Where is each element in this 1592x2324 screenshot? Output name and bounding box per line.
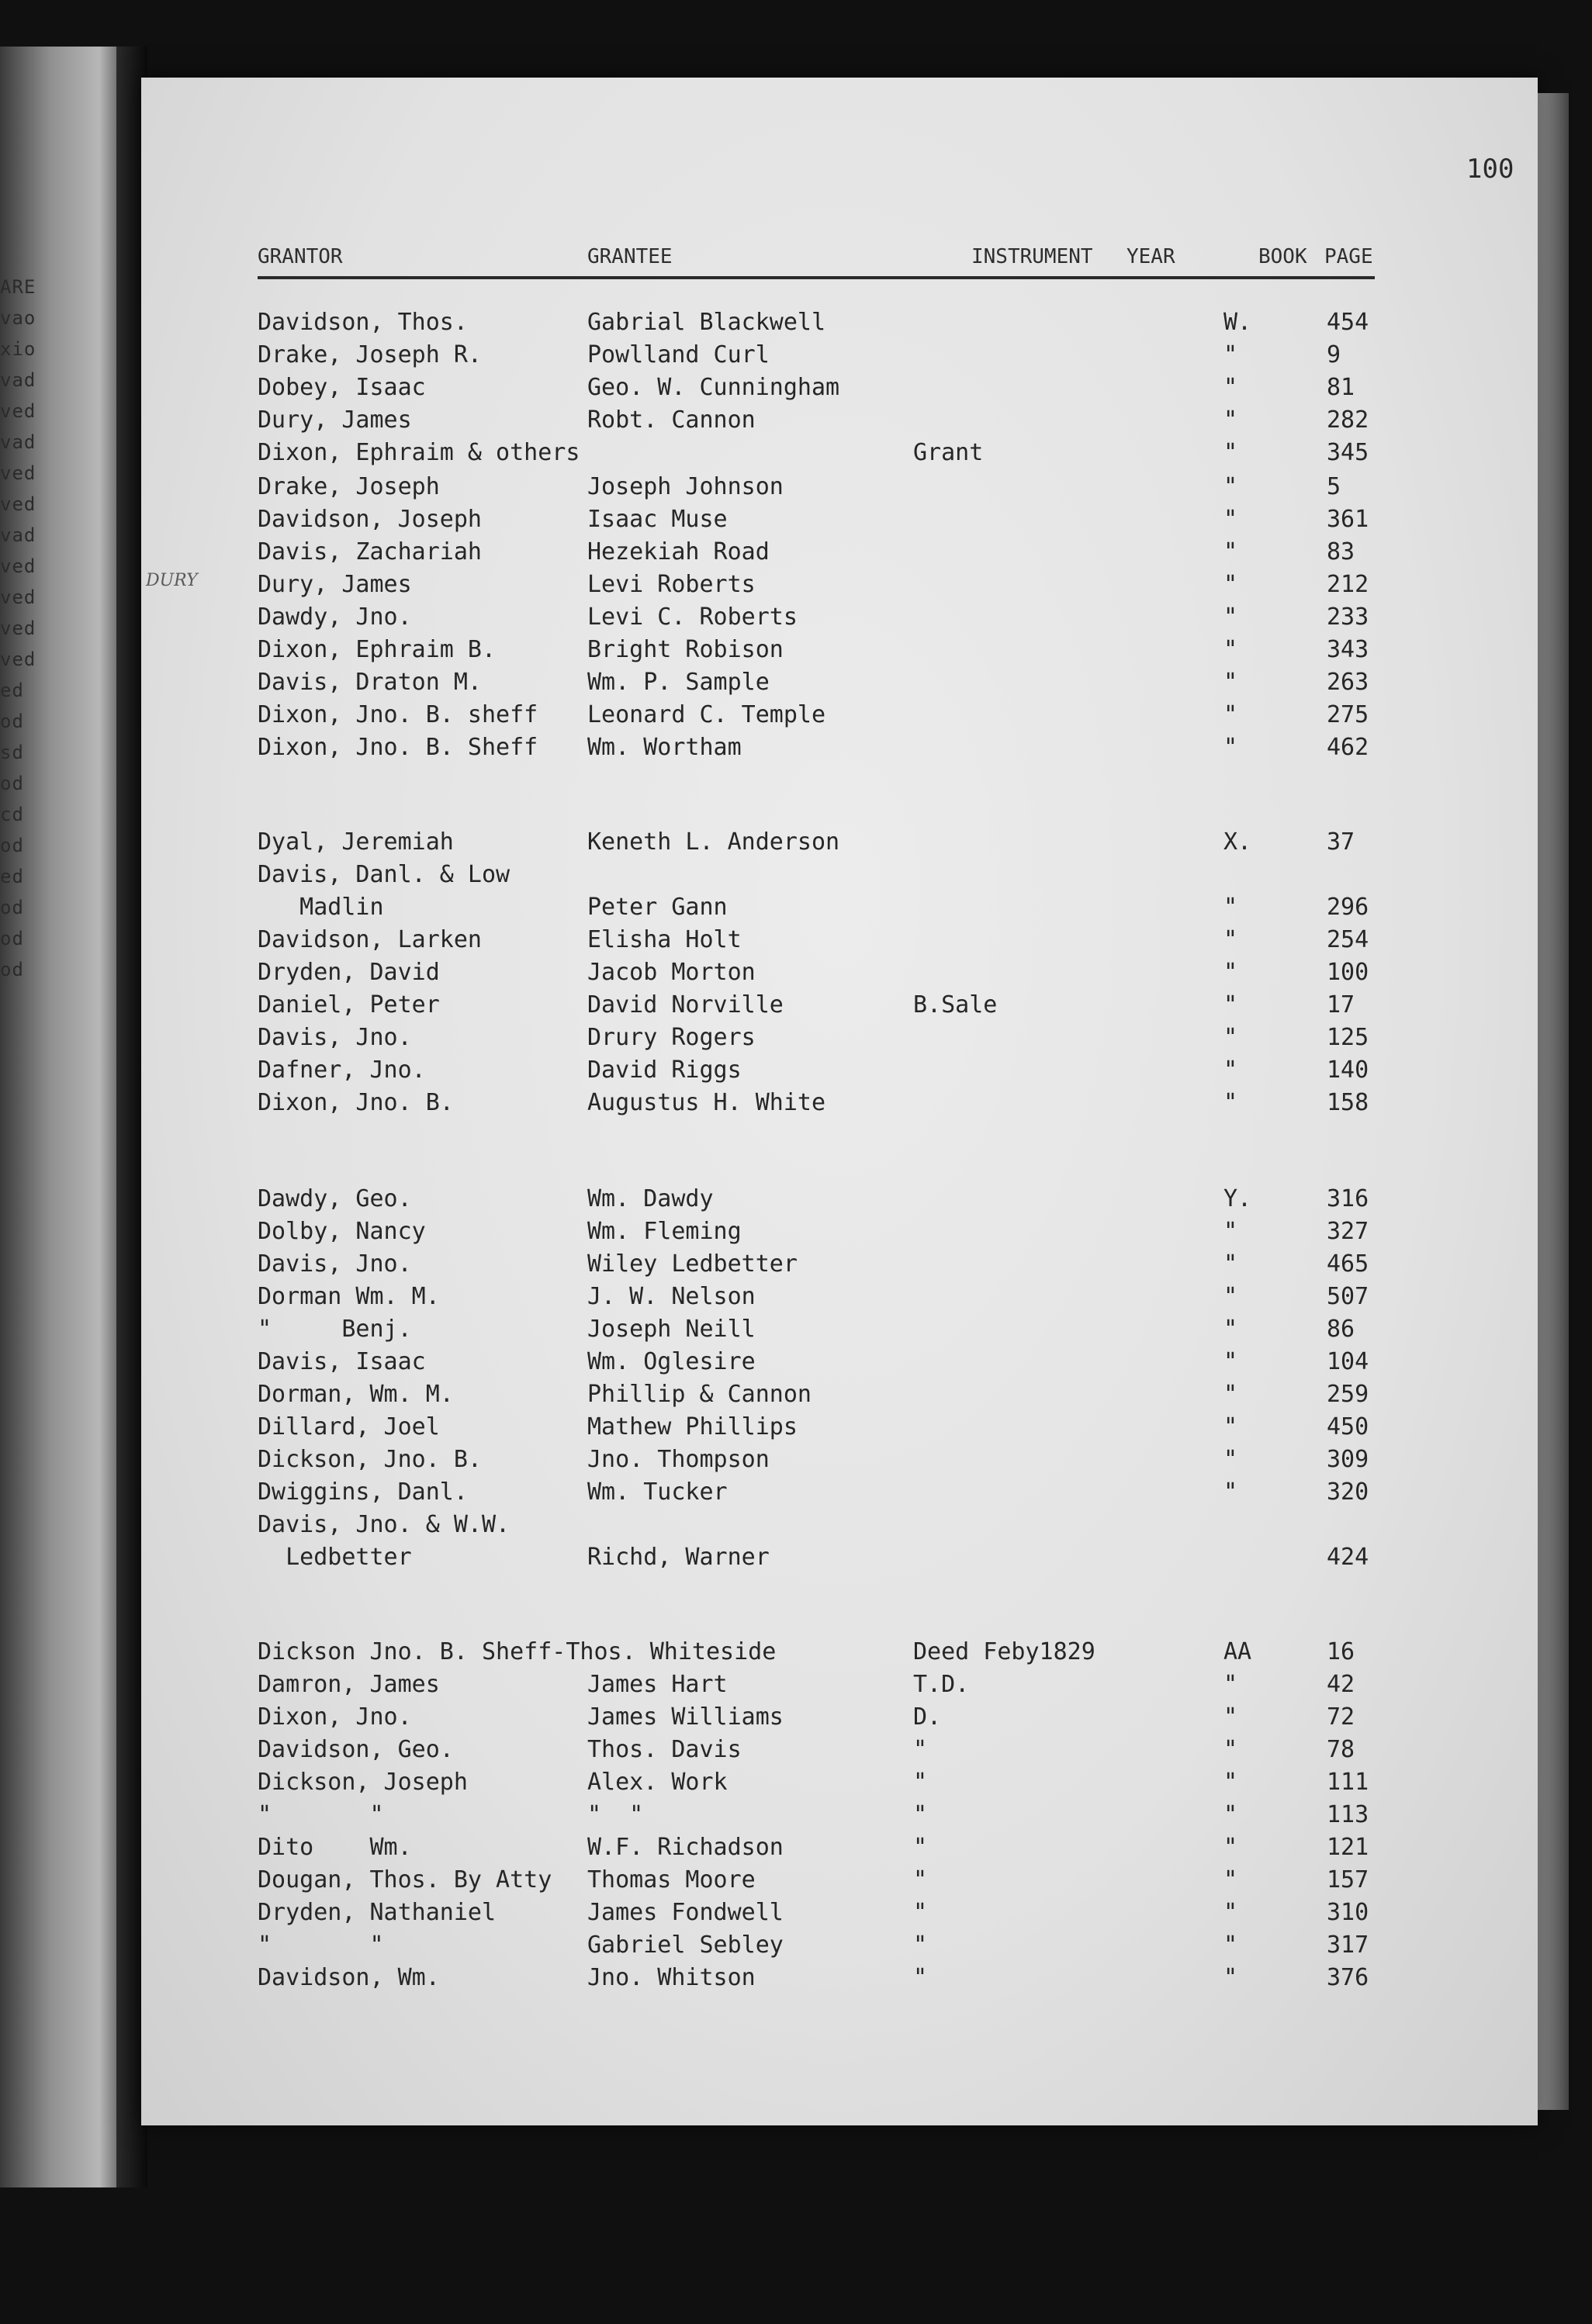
cell-page: 17 — [1327, 991, 1355, 1018]
left-page-mark: od — [0, 773, 24, 794]
left-page-mark: ved — [0, 586, 36, 608]
cell-grantor: Dury, James — [258, 571, 412, 598]
cell-page: 343 — [1327, 636, 1369, 663]
ledger-row — [258, 1089, 1390, 1122]
left-page-marks — [0, 271, 54, 985]
cell-page: 327 — [1327, 1218, 1369, 1245]
left-page-mark: cd — [0, 804, 24, 825]
cell-grantee: Wm. Oglesire — [587, 1348, 756, 1375]
cell-grantor: " " — [258, 1801, 384, 1828]
ledger-row — [258, 603, 1390, 636]
cell-book: " — [1223, 734, 1238, 761]
cell-page: 454 — [1327, 309, 1369, 336]
cell-instrument: " — [913, 1866, 928, 1893]
cell-grantor: Dafner, Jno. — [258, 1057, 426, 1084]
cell-grantor: Dixon, Jno. B. — [258, 1089, 454, 1116]
cell-grantee: Levi C. Roberts — [587, 603, 798, 631]
cell-instrument: " — [913, 1931, 928, 1959]
left-page-mark: vad — [0, 524, 36, 546]
cell-grantee: W.F. Richadson — [587, 1834, 784, 1861]
cell-page: 42 — [1327, 1671, 1355, 1698]
left-page-mark: od — [0, 897, 24, 918]
ledger-row — [258, 1316, 1390, 1348]
ledger-row — [258, 341, 1390, 374]
cell-instrument: " — [913, 1801, 928, 1828]
cell-page: 125 — [1327, 1024, 1369, 1051]
cell-grantor: Dwiggins, Danl. — [258, 1478, 468, 1506]
cell-grantor: Davis, Jno. & W.W. — [258, 1511, 510, 1538]
cell-instrument: Grant — [913, 439, 984, 466]
header-instrument: INSTRUMENT — [971, 245, 1093, 268]
ledger-row — [258, 309, 1390, 341]
cell-page: 5 — [1327, 473, 1341, 500]
ledger-row — [258, 828, 1390, 861]
cell-page: 450 — [1327, 1413, 1369, 1440]
ledger-row — [258, 636, 1390, 669]
cell-grantee: Jno. Whitson — [587, 1964, 756, 1991]
ledger-row — [258, 1478, 1390, 1511]
ledger-row — [258, 1057, 1390, 1089]
cell-page: 465 — [1327, 1250, 1369, 1278]
cell-page: 317 — [1327, 1931, 1369, 1959]
cell-grantee: Jno. Thompson — [587, 1446, 770, 1473]
ledger-row — [258, 1381, 1390, 1413]
cell-grantee: David Riggs — [587, 1057, 742, 1084]
cell-page: 81 — [1327, 374, 1355, 401]
cell-grantor: Dury, James — [258, 406, 412, 434]
cell-grantee: Augustus H. White — [587, 1089, 826, 1116]
cell-grantee: Levi Roberts — [587, 571, 756, 598]
cell-grantor: Dixon, Jno. B. sheff — [258, 701, 538, 728]
cell-instrument: " — [913, 1834, 928, 1861]
left-page-mark: od — [0, 928, 24, 949]
cell-book: " — [1223, 406, 1238, 434]
ledger-row — [258, 669, 1390, 701]
cell-book: " — [1223, 1736, 1238, 1763]
column-header-row — [258, 242, 1375, 279]
left-page-mark: od — [0, 835, 24, 856]
cell-page: 424 — [1327, 1544, 1369, 1571]
ledger-row — [258, 701, 1390, 734]
cell-page: 86 — [1327, 1316, 1355, 1343]
cell-book: " — [1223, 538, 1238, 565]
ledger-row — [258, 1544, 1390, 1576]
cell-grantee: James Hart — [587, 1671, 728, 1698]
left-page-mark: ved — [0, 462, 36, 484]
cell-grantor: Dickson, Jno. B. — [258, 1446, 482, 1473]
ledger-row — [258, 1671, 1390, 1703]
cell-grantor: " " — [258, 1931, 384, 1959]
cell-instrument: D. — [913, 1703, 942, 1731]
cell-grantor: Davidson, Larken — [258, 926, 482, 953]
left-page-edge — [0, 47, 124, 2187]
cell-book: X. — [1223, 828, 1252, 856]
cell-page: 254 — [1327, 926, 1369, 953]
cell-grantee: David Norville — [587, 991, 784, 1018]
header-year: YEAR — [1127, 245, 1175, 268]
cell-grantee: Mathew Phillips — [587, 1413, 798, 1440]
cell-grantee: Wm. P. Sample — [587, 669, 770, 696]
cell-grantor: Dorman, Wm. M. — [258, 1381, 454, 1408]
ledger-row — [258, 1250, 1390, 1283]
cell-grantor: Dito Wm. — [258, 1834, 412, 1861]
cell-grantor: Dickson, Joseph — [258, 1769, 468, 1796]
ledger-row — [258, 926, 1390, 959]
ledger-row — [258, 1866, 1390, 1899]
cell-grantee: " " — [587, 1801, 644, 1828]
cell-grantor: " Benj. — [258, 1316, 412, 1343]
ledger-row — [258, 894, 1390, 926]
left-page-mark: ved — [0, 648, 36, 670]
cell-page: 361 — [1327, 506, 1369, 533]
ledger-row — [258, 1511, 1390, 1544]
cell-instrument: B.Sale — [913, 991, 998, 1018]
ledger-row — [258, 374, 1390, 406]
cell-page: 233 — [1327, 603, 1369, 631]
cell-book: " — [1223, 1089, 1238, 1116]
cell-book: " — [1223, 506, 1238, 533]
header-grantee: GRANTEE — [587, 245, 673, 268]
ledger-row — [258, 1801, 1390, 1834]
left-page-mark: ved — [0, 493, 36, 515]
ledger-row — [258, 1931, 1390, 1964]
ledger-row — [258, 1769, 1390, 1801]
cell-grantor: Dryden, David — [258, 959, 440, 986]
cell-grantor: Dixon, Ephraim B. — [258, 636, 497, 663]
left-page-mark: od — [0, 711, 24, 732]
cell-grantee: Wm. Tucker — [587, 1478, 728, 1506]
cell-grantee: Joseph Neill — [587, 1316, 756, 1343]
header-page: PAGE — [1324, 245, 1373, 268]
cell-instrument: " — [913, 1899, 928, 1926]
left-page-mark: ed — [0, 866, 24, 887]
cell-book: W. — [1223, 309, 1252, 336]
ledger-row — [258, 1964, 1390, 1997]
cell-book: " — [1223, 636, 1238, 663]
cell-grantor: Dawdy, Jno. — [258, 603, 412, 631]
cell-book: " — [1223, 1057, 1238, 1084]
cell-grantee: Thomas Moore — [587, 1866, 756, 1893]
cell-book: " — [1223, 991, 1238, 1018]
cell-book: " — [1223, 1446, 1238, 1473]
cell-grantee: Elisha Holt — [587, 926, 742, 953]
ledger-row — [258, 1283, 1390, 1316]
cell-page: 104 — [1327, 1348, 1369, 1375]
left-page-mark: xio — [0, 338, 36, 360]
cell-grantor: Dryden, Nathaniel — [258, 1899, 497, 1926]
cell-grantor: Davis, Jno. — [258, 1250, 412, 1278]
cell-book: " — [1223, 571, 1238, 598]
cell-grantor: Dolby, Nancy — [258, 1218, 426, 1245]
cell-page: 320 — [1327, 1478, 1369, 1506]
cell-book: " — [1223, 1769, 1238, 1796]
cell-grantor: Davis, Zachariah — [258, 538, 482, 565]
cell-grantor: Davis, Jno. — [258, 1024, 412, 1051]
cell-page: 158 — [1327, 1089, 1369, 1116]
cell-grantee: Joseph Johnson — [587, 473, 784, 500]
cell-book: " — [1223, 1283, 1238, 1310]
cell-grantee: James Fondwell — [587, 1899, 784, 1926]
cell-page: 309 — [1327, 1446, 1369, 1473]
cell-book: " — [1223, 341, 1238, 368]
cell-book: " — [1223, 1899, 1238, 1926]
cell-grantee: Drury Rogers — [587, 1024, 756, 1051]
cell-book: " — [1223, 1024, 1238, 1051]
left-page-mark: od — [0, 959, 24, 980]
cell-grantee: Robt. Cannon — [587, 406, 756, 434]
cell-page: 296 — [1327, 894, 1369, 921]
cell-page: 16 — [1327, 1638, 1355, 1665]
cell-grantor: Drake, Joseph — [258, 473, 440, 500]
cell-book: " — [1223, 1478, 1238, 1506]
cell-book: " — [1223, 1964, 1238, 1991]
ledger-row — [258, 1703, 1390, 1736]
cell-grantee: Wm. Wortham — [587, 734, 742, 761]
cell-page: 37 — [1327, 828, 1355, 856]
cell-grantee: Peter Gann — [587, 894, 728, 921]
cell-grantor: Dorman Wm. M. — [258, 1283, 440, 1310]
cell-page: 121 — [1327, 1834, 1369, 1861]
cell-page: 113 — [1327, 1801, 1369, 1828]
cell-book: " — [1223, 701, 1238, 728]
cell-book: " — [1223, 473, 1238, 500]
cell-page: 212 — [1327, 571, 1369, 598]
cell-grantee: Gabrial Blackwell — [587, 309, 826, 336]
cell-grantee: Phillip & Cannon — [587, 1381, 812, 1408]
cell-grantor: Davidson, Wm. — [258, 1964, 440, 1991]
ledger-row — [258, 1348, 1390, 1381]
cell-grantee: Powlland Curl — [587, 341, 770, 368]
cell-page: 275 — [1327, 701, 1369, 728]
cell-grantee: Wm. Fleming — [587, 1218, 742, 1245]
ledger-row — [258, 1024, 1390, 1057]
cell-grantor: Dyal, Jeremiah — [258, 828, 454, 856]
ledger-row — [258, 1413, 1390, 1446]
cell-page: 83 — [1327, 538, 1355, 565]
cell-grantor: Ledbetter — [258, 1544, 412, 1571]
cell-page: 140 — [1327, 1057, 1369, 1084]
ledger-row — [258, 991, 1390, 1024]
left-page-mark: vad — [0, 431, 36, 453]
ledger-row — [258, 1185, 1390, 1218]
cell-instrument: " — [913, 1964, 928, 1991]
cell-page: 9 — [1327, 341, 1341, 368]
cell-grantor: Dixon, Jno. B. Sheff — [258, 734, 538, 761]
cell-grantor: Davidson, Thos. — [258, 309, 468, 336]
left-page-mark: vao — [0, 307, 36, 329]
cell-grantee: Alex. Work — [587, 1769, 728, 1796]
cell-page: 316 — [1327, 1185, 1369, 1212]
cell-page: 282 — [1327, 406, 1369, 434]
cell-book: " — [1223, 669, 1238, 696]
ledger-row — [258, 571, 1390, 603]
cell-grantee: Richd, Warner — [587, 1544, 770, 1571]
left-page-mark: ved — [0, 555, 36, 577]
cell-page: 78 — [1327, 1736, 1355, 1763]
left-page-mark: sd — [0, 742, 24, 763]
ledger-page — [141, 78, 1538, 2125]
header-grantor: GRANTOR — [258, 245, 343, 268]
cell-grantor: Davidson, Joseph — [258, 506, 482, 533]
cell-book: " — [1223, 1801, 1238, 1828]
cell-book: " — [1223, 439, 1238, 466]
left-page-mark: vad — [0, 369, 36, 391]
left-page-mark: ed — [0, 680, 24, 701]
cell-grantee: Gabriel Sebley — [587, 1931, 784, 1959]
ledger-row — [258, 506, 1390, 538]
cell-book: " — [1223, 1834, 1238, 1861]
cell-book: AA — [1223, 1638, 1252, 1665]
ledger-row — [258, 959, 1390, 991]
cell-book: " — [1223, 926, 1238, 953]
cell-grantee: Geo. W. Cunningham — [587, 374, 840, 401]
page-number: 100 — [1466, 154, 1514, 185]
cell-book: Y. — [1223, 1185, 1252, 1212]
cell-book: " — [1223, 603, 1238, 631]
cell-instrument: " — [913, 1736, 928, 1763]
cell-book: " — [1223, 959, 1238, 986]
left-page-mark: ved — [0, 617, 36, 639]
cell-book: " — [1223, 1381, 1238, 1408]
cell-grantee: Leonard C. Temple — [587, 701, 826, 728]
cell-book: " — [1223, 1671, 1238, 1698]
ledger-row — [258, 1638, 1390, 1671]
cell-grantee: Thos. Davis — [587, 1736, 742, 1763]
cell-instrument: " — [913, 1769, 928, 1796]
cell-grantee: James Williams — [587, 1703, 784, 1731]
cell-page: 263 — [1327, 669, 1369, 696]
left-page-mark: ARE — [0, 276, 36, 298]
cell-page: 462 — [1327, 734, 1369, 761]
cell-grantor: Drake, Joseph R. — [258, 341, 482, 368]
ledger-row — [258, 1834, 1390, 1866]
ledger-row — [258, 1736, 1390, 1769]
cell-book: " — [1223, 1250, 1238, 1278]
cell-grantor: Dixon, Jno. — [258, 1703, 412, 1731]
cell-grantor: Davidson, Geo. — [258, 1736, 454, 1763]
ledger-row — [258, 861, 1390, 894]
cell-book: " — [1223, 1703, 1238, 1731]
cell-book: " — [1223, 1931, 1238, 1959]
cell-grantor: Dillard, Joel — [258, 1413, 440, 1440]
header-book: BOOK — [1258, 245, 1307, 268]
ledger-row — [258, 538, 1390, 571]
cell-page: 507 — [1327, 1283, 1369, 1310]
cell-page: 100 — [1327, 959, 1369, 986]
cell-page: 376 — [1327, 1964, 1369, 1991]
cell-grantor: Davis, Danl. & Low — [258, 861, 510, 888]
cell-page: 310 — [1327, 1899, 1369, 1926]
cell-grantor: Madlin — [258, 894, 384, 921]
cell-grantor: Davis, Isaac — [258, 1348, 426, 1375]
cell-grantee: Hezekiah Road — [587, 538, 770, 565]
cell-page: 345 — [1327, 439, 1369, 466]
cell-grantee: Wiley Ledbetter — [587, 1250, 798, 1278]
cell-book: " — [1223, 1866, 1238, 1893]
ledger-row — [258, 1899, 1390, 1931]
cell-grantor: Dawdy, Geo. — [258, 1185, 412, 1212]
cell-page: 157 — [1327, 1866, 1369, 1893]
cell-book: " — [1223, 1348, 1238, 1375]
ledger-row — [258, 406, 1390, 439]
cell-book: " — [1223, 1413, 1238, 1440]
cell-grantor: Dobey, Isaac — [258, 374, 426, 401]
cell-instrument: Deed Feby1829 — [913, 1638, 1095, 1665]
cell-page: 72 — [1327, 1703, 1355, 1731]
margin-note: DURY — [146, 571, 198, 590]
cell-book: " — [1223, 1316, 1238, 1343]
ledger-row — [258, 1218, 1390, 1250]
cell-grantor: Dickson Jno. B. Sheff-Thos. Whiteside — [258, 1638, 777, 1665]
cell-instrument: T.D. — [913, 1671, 970, 1698]
cell-grantee: Isaac Muse — [587, 506, 728, 533]
cell-grantor: Daniel, Peter — [258, 991, 440, 1018]
cell-book: " — [1223, 1218, 1238, 1245]
cell-grantee: J. W. Nelson — [587, 1283, 756, 1310]
ledger-row — [258, 1446, 1390, 1478]
cell-grantee: Jacob Morton — [587, 959, 756, 986]
ledger-row — [258, 473, 1390, 506]
cell-grantee: Bright Robison — [587, 636, 784, 663]
cell-grantor: Dougan, Thos. By Atty — [258, 1866, 552, 1893]
ledger-row — [258, 734, 1390, 766]
cell-page: 111 — [1327, 1769, 1369, 1796]
cell-grantee: Keneth L. Anderson — [587, 828, 840, 856]
cell-grantor: Dixon, Ephraim & others — [258, 439, 580, 466]
right-page-edge — [1538, 93, 1569, 2110]
cell-grantee: Wm. Dawdy — [587, 1185, 714, 1212]
cell-grantor: Damron, James — [258, 1671, 440, 1698]
cell-book: " — [1223, 894, 1238, 921]
cell-page: 259 — [1327, 1381, 1369, 1408]
cell-grantor: Davis, Draton M. — [258, 669, 482, 696]
cell-book: " — [1223, 374, 1238, 401]
left-page-mark: ved — [0, 400, 36, 422]
ledger-row — [258, 439, 1390, 472]
